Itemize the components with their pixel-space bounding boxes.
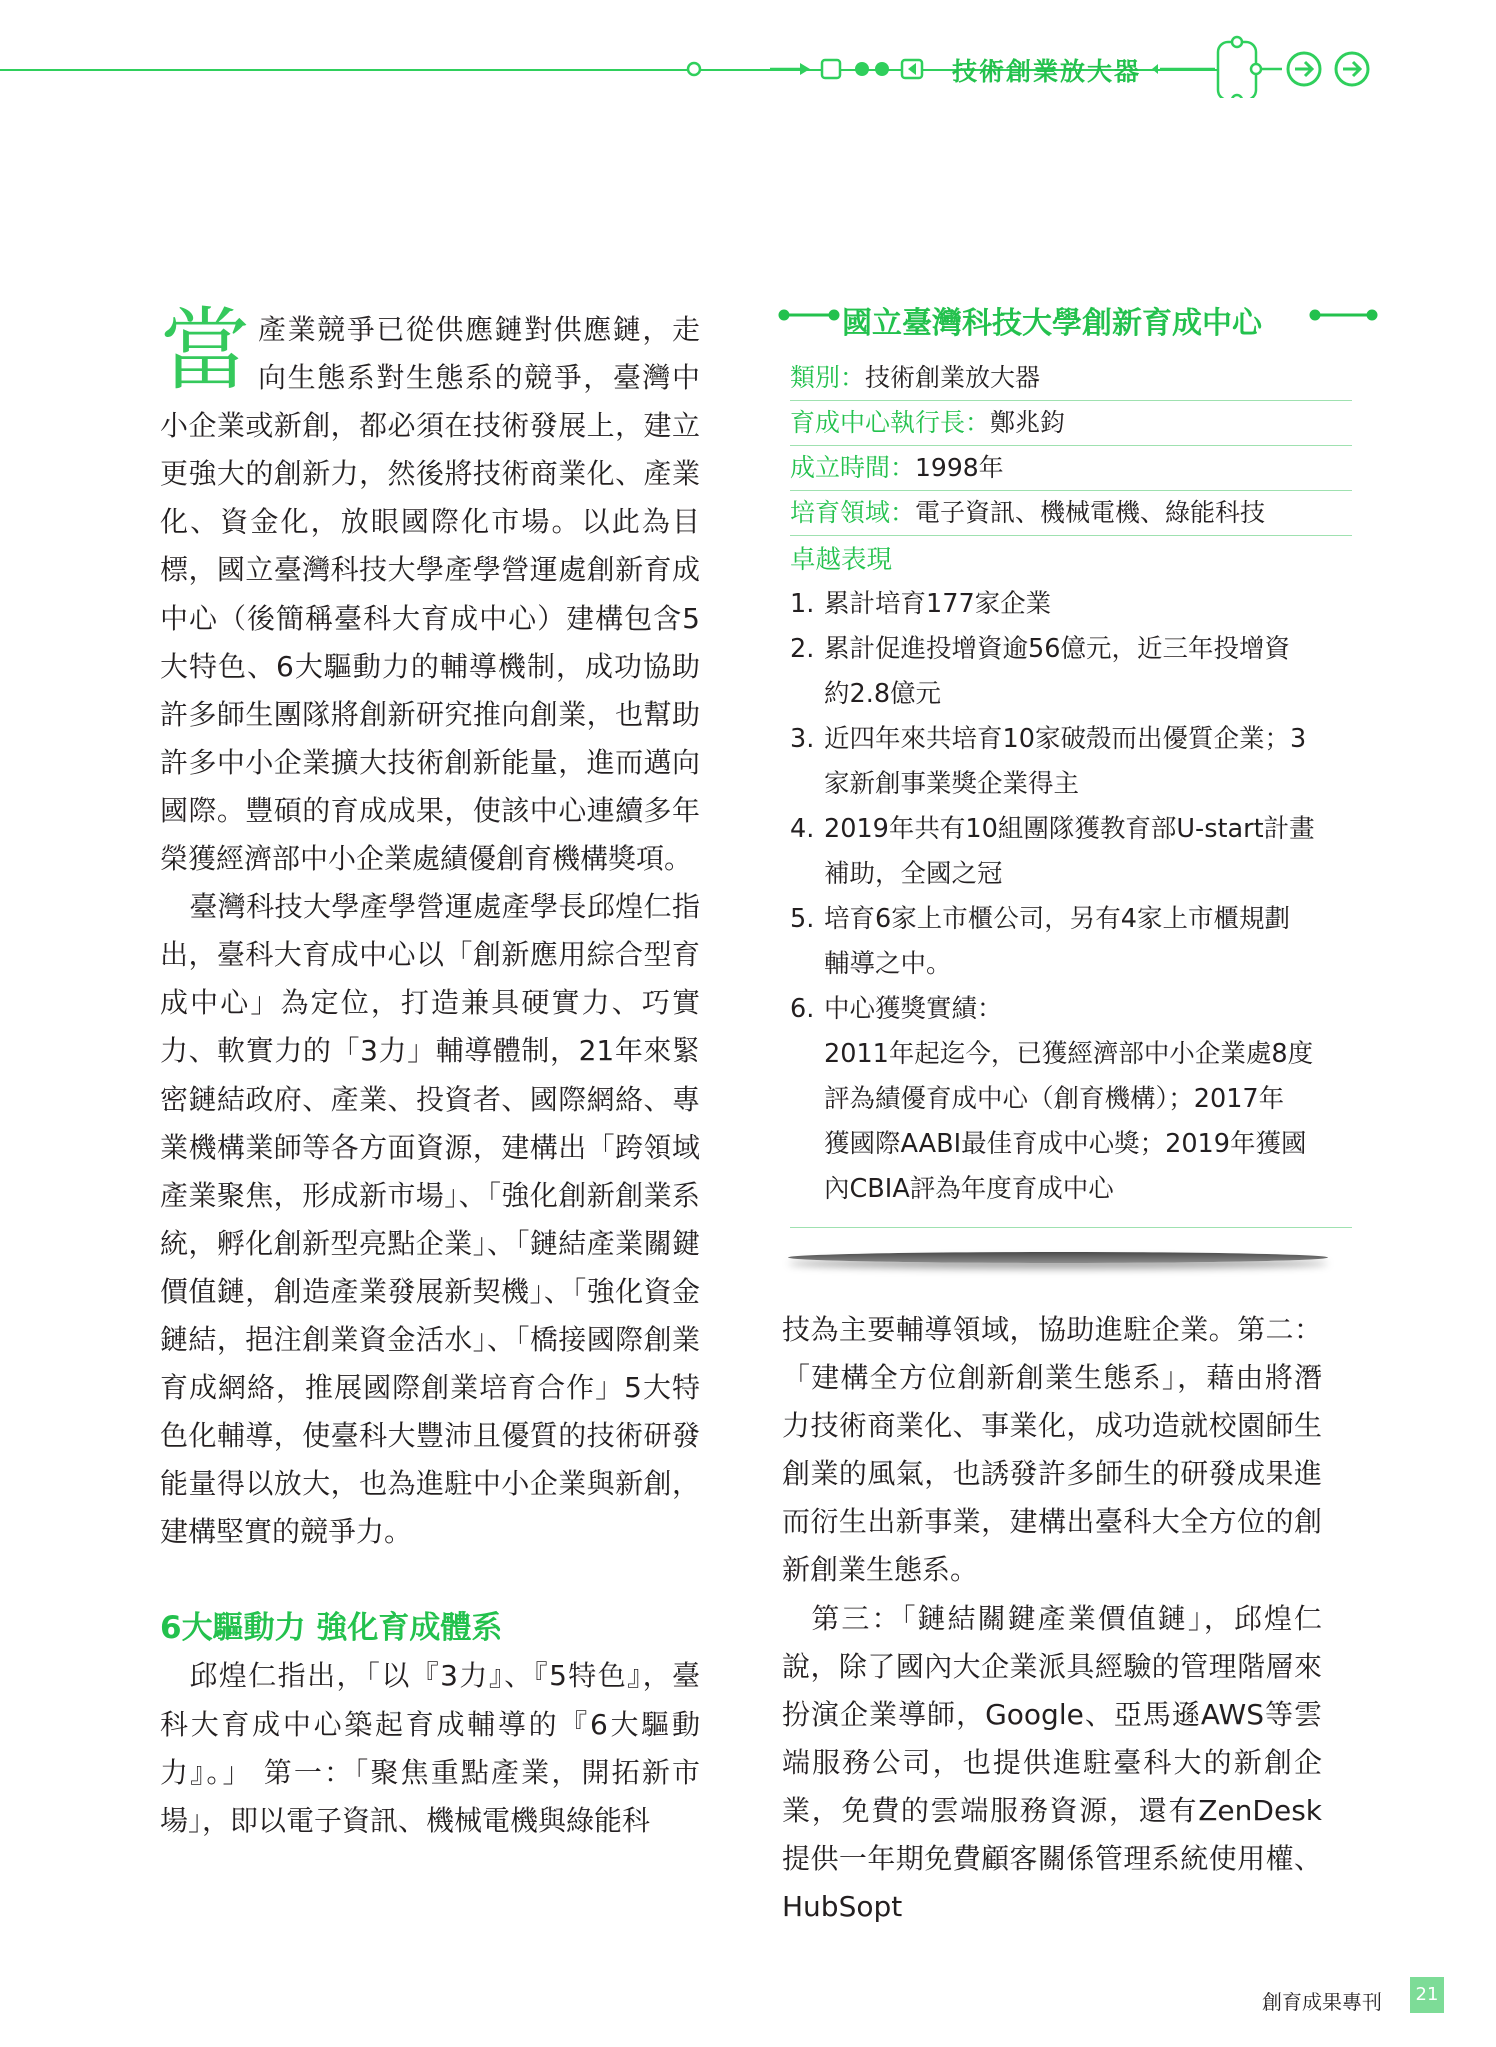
- award-line: 2011年起迄今，已獲經濟部中小企業處8度: [824, 1039, 1314, 1069]
- box-shadow-bar: [788, 1252, 1328, 1263]
- left-column: [160, 298, 700, 1845]
- achievement-item: 5. 培育6家上市櫃公司，另有4家上市櫃規劃 輔導之中。: [790, 904, 1290, 979]
- intro-paragraph: 當產業競爭已從供應鏈對供應鏈，走向生態系對生態系的競爭，臺灣中小企業或新創，都必須在技術發展上，建立更強大的創新力，然後將技術商業化、產業化、資金化，放眼國際化市場。以此為目標，國立臺灣科技大學產學營運處創新育成中心（後簡稱臺科大育成中心）建構包含5大特色、6大驅動力的輔導機制，成功協助許多師生團隊將創新研究推向創業，也幫助許多中小企業擴大技術創新能量，進而邁向國際。豐碩的育成成果，使該中心連續多年榮獲經濟部中小企業處績優創育機構獎項。: [160, 298, 700, 876]
- page-number: 21: [1410, 1977, 1444, 2013]
- achievements-label: 卓越表現: [790, 545, 893, 575]
- section-title: 技術創業放大器: [952, 57, 1142, 86]
- body-paragraph: 第三：「鏈結關鍵產業價值鏈」，邱煌仁說，除了國內大企業派具經驗的管理階層來扮演企業導師，Google、亞馬遜AWS等雲端服務公司，也提供進駐臺科大的新創企業，免費的雲端服務資源，還有ZenDesk提供一年期免費顧客關係管理系統使用權、HubSopt: [782, 1601, 1322, 1924]
- body-paragraph: 技為主要輔導領域，協助進駐企業。第二：「建構全方位創新創業生態系」，藉由將潛力技術商業化、事業化，成功造就校園師生創業的風氣，也誘發許多師生的研發成果進而衍生出新事業，建構出臺科大全方位的創新創業生態系。: [782, 1313, 1322, 1587]
- award-line: 評為績優育成中心（創育機構）；2017年: [824, 1084, 1285, 1114]
- box-bottom-rule: [790, 1227, 1352, 1228]
- square-node-icon: [822, 60, 840, 78]
- publication-name: 創育成果專刊: [1262, 1990, 1382, 2014]
- subheading: 6大驅動力 強化育成體系: [160, 1610, 503, 1647]
- body-paragraph: 邱煌仁指出，「以『3力』、『5特色』，臺科大育成中心築起育成輔導的『6大驅動力』。」 第一：「聚焦重點產業，開拓新市場」，即以電子資訊、機械電機與綠能科: [160, 1659, 700, 1837]
- drop-cap: 當: [160, 298, 250, 403]
- info-row-category: 類別：技術創業放大器: [790, 356, 1352, 401]
- node-circle-icon: [688, 63, 700, 75]
- award-line: 獲國際AABI最佳育成中心獎；2019年獲國: [824, 1129, 1307, 1159]
- sidebar-title: 國立臺灣科技大學創新育成中心: [842, 306, 1262, 341]
- info-row-ceo: 育成中心執行長：鄭兆鈞: [790, 401, 1352, 446]
- right-column: [782, 1306, 1322, 1931]
- body-paragraph: 臺灣科技大學產學營運處產學長邱煌仁指出，臺科大育成中心以「創新應用綜合型育成中心」為定位，打造兼具硬實力、巧實力、軟實力的「3力」輔導體制，21年來緊密鏈結政府、產業、投資者、國際網絡、專業機構業師等各方面資源，建構出「跨領域產業聚焦，形成新市場」、「強化創新創業系統，孵化創新型亮點企業」、「鏈結產業關鍵價值鏈，創造產業發展新契機」、「強化資金鏈結，挹注創業資金活水」、「橋接國際創業育成網絡，推展國際創業培育合作」5大特色化輔導，使臺科大豐沛且優質的技術研發能量得以放大，也為進駐中小企業與新創，建構堅實的競爭力。: [160, 890, 700, 1549]
- achievement-item: 6. 中心獲獎實績：: [790, 994, 1003, 1024]
- award-line: 內CBIA評為年度育成中心: [824, 1174, 1114, 1204]
- achievement-item: 2. 累計促進投增資逾56億元，近三年投增資 約2.8億元: [790, 634, 1290, 709]
- info-row-field: 培育領域：電子資訊、機械電機、綠能科技: [790, 491, 1352, 536]
- header-decoration: [0, 18, 1496, 98]
- achievement-item: 3. 近四年來共培育10家破殼而出優質企業；3 家新創事業獎企業得主: [790, 724, 1307, 799]
- achievement-item: 4. 2019年共有10組團隊獲教育部U-start計畫 補助，全國之冠: [790, 814, 1315, 889]
- achievement-item: 1. 累計培育177家企業: [790, 589, 1052, 619]
- info-row-founded: 成立時間：1998年: [790, 446, 1352, 491]
